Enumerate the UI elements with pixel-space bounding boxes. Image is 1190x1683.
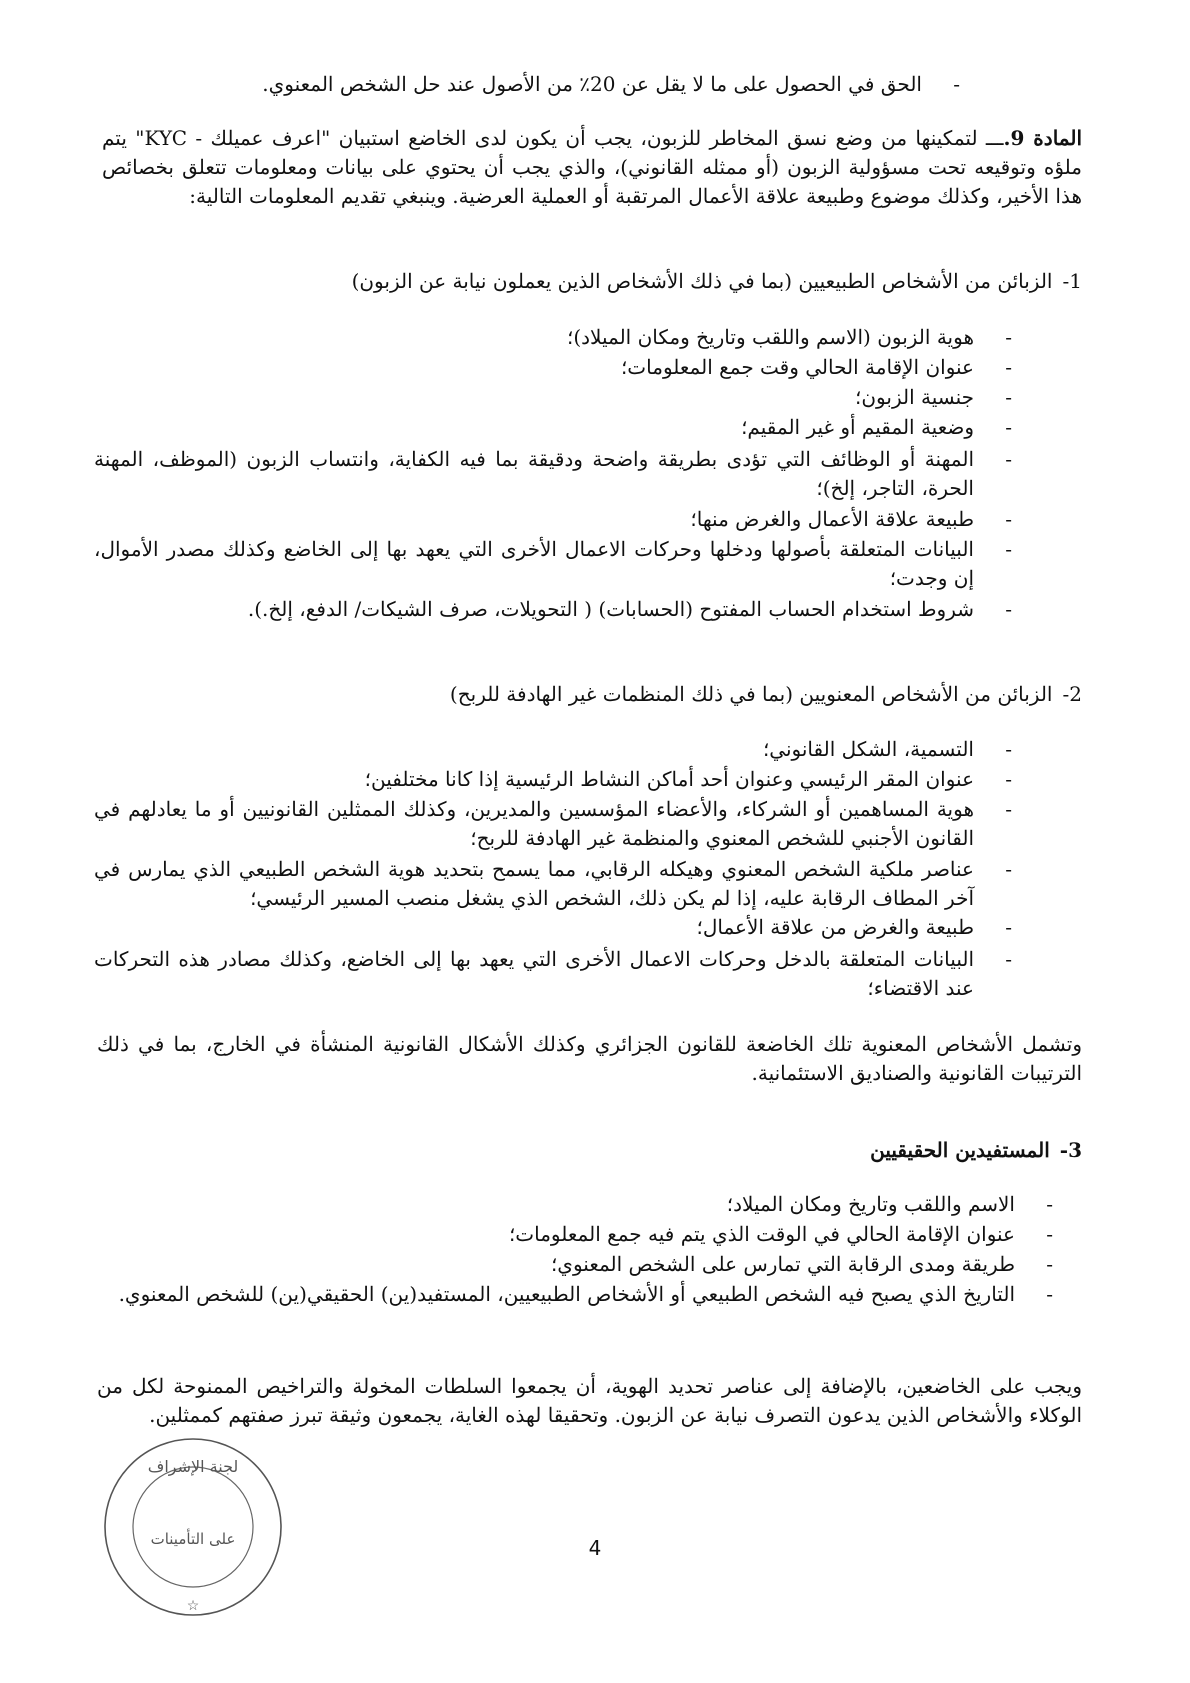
list-item: - طبيعة والغرض من علاقة الأعمال؛ [696, 915, 1012, 939]
list-item: - الاسم واللقب وتاريخ ومكان الميلاد؛ [726, 1192, 1053, 1216]
list-item: - جنسية الزبون؛ [855, 385, 1012, 409]
section-number: 1- [1062, 269, 1082, 293]
list-item: - عنوان الإقامة الحالي وقت جمع المعلومات؛ [620, 355, 1012, 379]
section-number: 3- [1059, 1138, 1082, 1162]
bullet-dash: - [953, 72, 960, 96]
official-stamp [98, 1432, 288, 1622]
list-item: - الحق في الحصول على ما لا يقل عن 20٪ من الأصول عند حل الشخص المعنوي. [222, 70, 922, 99]
section-1-heading [122, 267, 1082, 296]
section-title: الزبائن من الأشخاص الطبيعيين (بما في ذلك الأشخاص الذين يعملون نيابة عن الزبون) [351, 269, 1053, 293]
section-title: الزبائن من الأشخاص المعنويين (بما في ذلك المنظمات غير الهادفة للربح) [449, 682, 1053, 706]
article-9-paragraph [102, 124, 1082, 211]
stamp-text-bottom: على التأمينات [150, 1530, 236, 1548]
list-item: - المهنة أو الوظائف التي تؤدى بطريقة واضحة ودقيقة بما فيه الكفاية، وانتساب الزبون (الموظف، المهنة الحرة، التاجر، إلخ)؛ [94, 447, 1012, 500]
list-item: - وضعية المقيم أو غير المقيم؛ [741, 415, 1012, 439]
list-item: - البيانات المتعلقة بأصولها ودخلها وحركات الاعمال الأخرى التي يعهد بها إلى الخاضع وكذلك مصدر الأموال، إن وجدت؛ [94, 537, 1012, 590]
section-title: المستفيدين الحقيقيين [870, 1138, 1050, 1162]
article-label: المادة 9. [1003, 126, 1083, 150]
legal-persons-note: وتشمل الأشخاص المعنوية تلك الخاضعة للقانون الجزائري وكذلك الأشكال القانونية المنشأة في الخارج، بما في ذلك الترتيبات القانونية والصناديق الاستئمانية. [97, 1032, 1082, 1085]
section-number: 2- [1062, 682, 1082, 706]
list-item: - طبيعة علاقة الأعمال والغرض منها؛ [690, 507, 1012, 531]
list-item: - البيانات المتعلقة بالدخل وحركات الاعمال الأخرى التي يعهد بها إلى الخاضع، وكذلك مصادر هذه التحركات عند الاقتضاء؛ [94, 947, 1012, 1000]
list-item: - شروط استخدام الحساب المفتوح (الحسابات) ( التحويلات، صرف الشيكات/ الدفع، إلخ.). [247, 597, 1012, 621]
section-2-heading [122, 680, 1082, 709]
list-item: - عنوان المقر الرئيسي وعنوان أحد أماكن النشاط الرئيسية إذا كانا مختلفين؛ [364, 767, 1012, 791]
section-3-heading [122, 1136, 1082, 1165]
closing-paragraph: ويجب على الخاضعين، بالإضافة إلى عناصر تحديد الهوية، أن يجمعوا السلطات المخولة والتراخيص الممنوحة لكل من الوكلاء والأشخاص الذين يدعون التصرف نيابة عن الزبون. وتحقيقا لهذه الغاية، يجمعون وثيقة تبرز صفتهم كممثلين. [97, 1374, 1082, 1427]
list-item: - التسمية، الشكل القانوني؛ [762, 737, 1012, 761]
list-item: - عناصر ملكية الشخص المعنوي وهيكله الرقابي، مما يسمح بتحديد هوية الشخص الطبيعي الذي يمارس في آخر المطاف الرقابة عليه، إذا لم يكن ذلك، الشخص الذي يشغل منصب المسير الرئيسي؛ [94, 857, 1012, 910]
stamp-text-top: لجنة الإشراف [147, 1457, 239, 1476]
page-number: 4 [588, 1536, 602, 1560]
list-item: - طريقة ومدى الرقابة التي تمارس على الشخص المعنوي؛ [550, 1252, 1053, 1276]
list-item: - هوية الزبون (الاسم واللقب وتاريخ ومكان الميلاد)؛ [566, 325, 1012, 349]
article-text: ـــ لتمكينها من وضع نسق المخاطر للزبون، يجب أن يكون لدى الخاضع استبيان "اعرف عميلك - KYC" يتم ملؤه وتوقيعه تحت مسؤولية الزبون (أو ممثله القانوني)، والذي يجب أن يحتوي على بيانات ومعلومات تتعلق بخصائص هذا الأخير، وكذلك موضوع وطبيعة علاقة الأعمال المرتقبة أو العملية العرضية. وينبغي تقديم المعلومات التالية: [102, 126, 1082, 208]
list-item: - التاريخ الذي يصبح فيه الشخص الطبيعي أو الأشخاص الطبيعيين، المستفيد(ين) الحقيقي(ين) للشخص المعنوي. [118, 1282, 1053, 1306]
stamp-star-icon: ☆ [186, 1598, 200, 1614]
list-item: - عنوان الإقامة الحالي في الوقت الذي يتم فيه جمع المعلومات؛ [508, 1222, 1053, 1246]
list-item: - هوية المساهمين أو الشركاء، والأعضاء المؤسسين والمديرين، وكذلك الممثلين القانونيين أو ما يعادلهم في القانون الأجنبي للشخص المعنوي والمنظمة غير الهادفة للربح؛ [94, 797, 1012, 850]
